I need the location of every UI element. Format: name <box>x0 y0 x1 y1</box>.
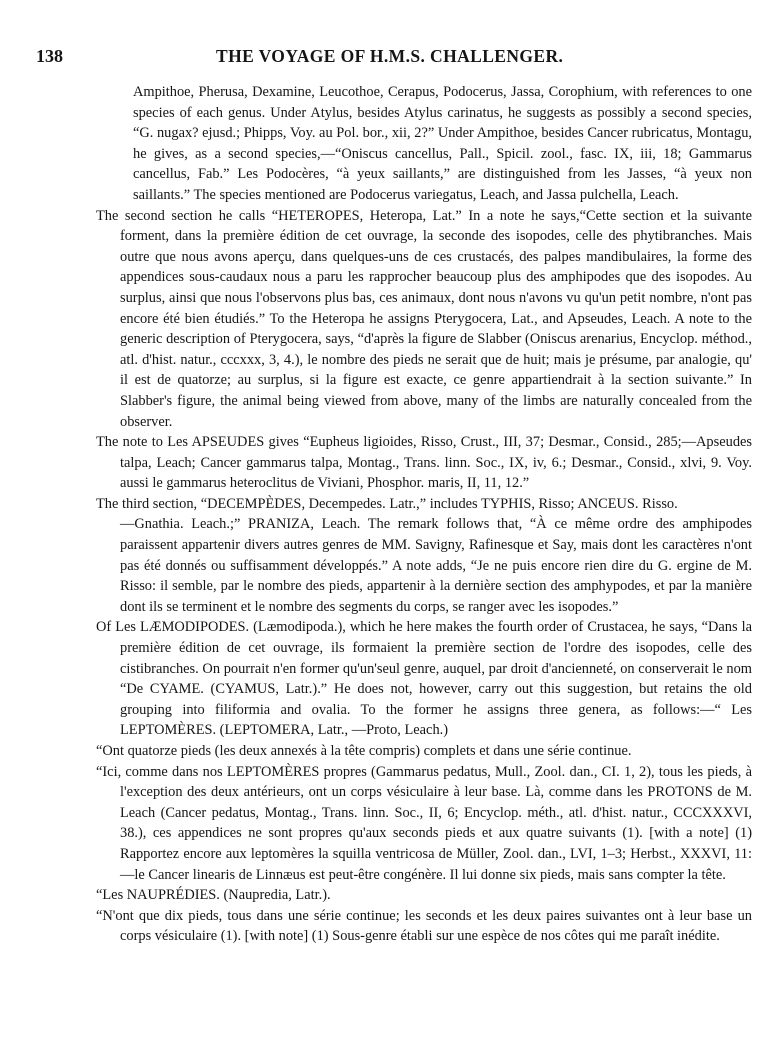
quote-leptomeres-propres: “Ici, comme dans nos LEPTOMÈRES propres (Gammarus pedatus, Mull., Zool. dan., CI. 1, 2), tous les pieds, à l'exception des deux antérieurs, ont un corps vésiculaire à leur base. Là, comme dans les PROTONS de M. Leach (Cancer pedatus, Montag., Trans. linn. Soc., II, 6; Encyclop. méth., atl. d'hist. natur., CCCXXXVI, 38.), ces appendices ne sont propres qu'aux seconds pieds et aux quatre suivants (1). [with a note] (1) Rapportez encore aux leptomères la squilla ventricosa de Müller, Zool. dan., LVI, 1–3; Herbst., XXXVI, 11:—le Cancer linearis de Linnæus est peut-être congénère. Il lui donne six pieds, mais sans compter la tête. <box>96 763 752 883</box>
paragraph-genera-list: Ampithoe, Pherusa, Dexamine, Leucothoe, Cerapus, Podocerus, Jassa, Corophium, with references to one species of each genus. Under Atylus, besides Atylus carinatus, he suggests as possibly a second species, “G. nugax? ejusd.; Phipps, Voy. au Pol. bor., xii, 2?” Under Ampithoe, besides Cancer rubricatus, Montagu, he gives, as a second species,—“Oniscus cancellus, Pall., Spicil. zool., fasc. IX, iii, 18; Gammarus cancellus, Fab.” Les Podocères, “à yeux saillants,” are distinguished from les Jasses, “à yeux non saillants.” The species mentioned are Podocerus variegatus, Leach, and Jassa pulchella, Leach. <box>133 84 752 203</box>
paragraph-laemodipodes: Of Les LÆMODIPODES. (Læmodipoda.), which he here makes the fourth order of Crustacea, he says, “Dans la première édition de cet ouvrage, ils formaient la première section de l'ordre des isopodes, celle des cistibranches. On pourrait n'en former qu'un'seul genre, auquel, par droit d'ancienneté, on conserverait le nom “De CYAME. (CYAMUS, Latr.).” He does not, however, carry out this suggestion, but retains the old grouping into filiformia and ovalia. To the former he assigns three genera, as follows:—“ Les LEPTOMÈRES. (LEPTOMERA, Latr., —Proto, Leach.) <box>96 619 752 739</box>
running-head: THE VOYAGE OF H.M.S. CHALLENGER. <box>216 46 564 66</box>
quote-leptomeres-feet: “Ont quatorze pieds (les deux annexés à la tête compris) complets et dans une série continue. <box>96 743 632 759</box>
paragraph-decempedes-first-line: The third section, “DECEMPÈDES, Decempedes. Latr.,” includes TYPHIS, Risso; ANCEUS. Risso. <box>96 495 678 512</box>
page-header <box>36 46 744 70</box>
paragraph-decempedes-body: —Gnathia. Leach.;” PRANIZA, Leach. The remark follows that, “À ce même ordre des amphipodes paraissent appartenir divers autres genres de MM. Savigny, Rafinesque et Say, mais dont les caractères n'ont pas été donnés ou suffisamment développés.” A note adds, “Je ne puis encore rien dire du G. ergine de M. Risso: il semble, par le nombre des pieds, appartenir à la dernière section des amphypodes, et par la manière dont ils se terminent et le nombre des segments du corps, se ranger avec les isopodes.” <box>120 516 752 615</box>
paragraph-decempedes <box>96 494 752 618</box>
quote-naupredies-description: “N'ont que dix pieds, tous dans une série continue; les seconds et les deux paires suivantes ont à leur base un corps vésiculaire (1). [with note] (1) Sous-genre établi sur une espèce de nos côtes qui me paraît inédite. <box>96 907 752 945</box>
paragraph-apseudes: The note to Les APSEUDES gives “Eupheus ligioides, Risso, Crust., III, 37; Desmar., Consid., 285;—Apseudes talpa, Leach; Cancer gammarus talpa, Montag., Trans. linn. Soc., IX, iv, 6.; Desmar., Consid., xlvi, 9. Voy. aussi le gammarus heteroclitus de Viviani, Phosphor. maris, II, 11, 12.” <box>96 434 752 492</box>
page-number: 138 <box>36 46 63 66</box>
quote-naupredies-heading: “Les NAUPRÉDIES. (Naupredia, Latr.). <box>96 887 331 904</box>
page-body <box>96 82 752 947</box>
paragraph-heteropes: The second section he calls “HETEROPES, Heteropa, Lat.” In a note he says,“Cette section et la suivante forment, dans la première édition de cet ouvrage, la seconde des isopodes, celle des phytibranches. Mais outre que nous avons aperçu, dans quelques-uns de ces crustacés, des palpes mandibulaires, la forme des appendices sous-caudaux nous a paru les rapprocher beaucoup plus des amphipodes que des isopodes. Au surplus, ainsi que nous l'observons plus bas, ces animaux, dont nous n'avons vu qu'un petit nombre, n'ont pas encore été bien étudiés.” To the Heteropa he assigns Pterygocera, Lat., and Apseudes, Leach. A note to the generic description of Pterygocera, says, “d'après la figure de Slabber (Oniscus arenarius, Encyclop. méthod., atl. d'hist. natur., cccxxx, 3, 4.), le nombre des pieds ne serait que de huit; mais je présume, par analogie, qu' il est de quatorze; au surplus, si la figure est exacte, ce genre appartiendrait à la section suivante.” In Slabber's figure, the animal being viewed from above, many of the limbs are naturally concealed from the observer. <box>96 207 752 430</box>
